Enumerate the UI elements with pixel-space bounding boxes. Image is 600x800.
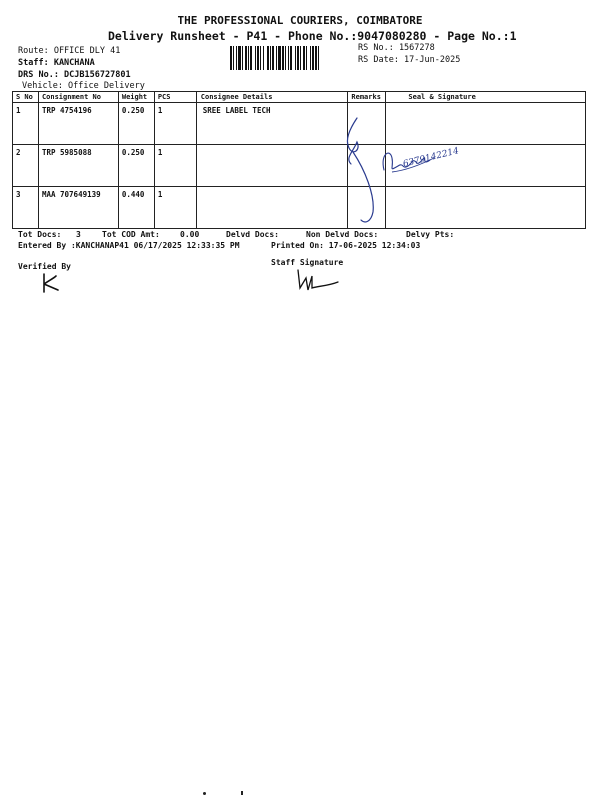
- barcode-bar: [300, 46, 301, 70]
- delvd-docs-label: Delvd Docs:: [226, 230, 279, 239]
- cell-seal: [386, 187, 586, 229]
- cell-pcs: 1: [154, 103, 196, 145]
- barcode-bar: [248, 46, 249, 70]
- cell-sno: 1: [13, 103, 39, 145]
- barcode-bar: [270, 46, 271, 70]
- barcode-bar: [303, 46, 305, 70]
- cell-pcs: 1: [154, 145, 196, 187]
- barcode-image: [230, 46, 352, 70]
- vehicle-line: Vehicle: Office Delivery: [22, 81, 145, 91]
- table-row: [13, 145, 586, 187]
- rs-number: RS No.: 1567278: [358, 43, 435, 53]
- barcode-bar: [310, 46, 311, 70]
- col-header-remarks: Remarks: [348, 92, 386, 103]
- barcode-bar: [263, 46, 264, 70]
- barcode-bar: [315, 46, 317, 70]
- staff-signature-mark: [292, 268, 342, 294]
- barcode-bar: [242, 46, 243, 70]
- cell-consignee: SREE LABEL TECH: [196, 103, 348, 145]
- barcode-bar: [250, 46, 252, 70]
- tot-docs-value: 3: [76, 230, 81, 239]
- rs-date: RS Date: 17-Jun-2025: [358, 55, 461, 65]
- table-row: [13, 187, 586, 229]
- route-line: Route: OFFICE DLY 41: [18, 46, 121, 56]
- barcode-bar: [297, 46, 299, 70]
- verified-by-label: Verified By: [18, 262, 71, 271]
- scan-speck: [203, 792, 206, 795]
- cell-sno: 3: [13, 187, 39, 229]
- barcode-bar: [236, 46, 237, 70]
- cell-consignee: [196, 145, 348, 187]
- cell-remarks: [348, 145, 386, 187]
- staff-line: Staff: KANCHANA: [18, 58, 95, 68]
- barcode-bar: [245, 46, 247, 70]
- barcode-bar: [260, 46, 261, 70]
- drs-line: DRS No.: DCJB156727801: [18, 70, 131, 80]
- cell-consignee: [196, 187, 348, 229]
- cell-consignment: TRP 4754196: [38, 103, 118, 145]
- document-title: THE PROFESSIONAL COURIERS, COIMBATORE: [177, 14, 423, 27]
- cell-seal: [386, 103, 586, 145]
- non-delvd-docs-label: Non Delvd Docs:: [306, 230, 379, 239]
- table-header-row: [13, 92, 586, 103]
- cell-weight: 0.440: [118, 187, 154, 229]
- verifier-signature: [36, 272, 66, 296]
- col-header-consignee: Consignee Details: [196, 92, 348, 103]
- cell-remarks: [348, 103, 386, 145]
- cell-consignment: MAA 707649139: [38, 187, 118, 229]
- tot-cod-value: 0.00: [180, 230, 200, 239]
- table-row: [13, 103, 586, 145]
- col-header-sno: S No: [13, 92, 39, 103]
- runsheet-subtitle: Delivery Runsheet - P41 - Phone No.:9047080280 - Page No.:1: [108, 29, 517, 43]
- barcode-bar: [257, 46, 259, 70]
- barcode-bar: [255, 46, 256, 70]
- barcode-bar: [312, 46, 314, 70]
- barcode-bar: [306, 46, 307, 70]
- cell-remarks: [348, 187, 386, 229]
- barcode-bar: [272, 46, 274, 70]
- barcode-bar: [290, 46, 292, 70]
- delvy-pts-label: Delvy Pts:: [406, 230, 455, 239]
- cell-weight: 0.250: [118, 145, 154, 187]
- scan-speck: [241, 791, 243, 795]
- barcode-bar: [318, 46, 319, 70]
- barcode-bar: [282, 46, 284, 70]
- cell-sno: 2: [13, 145, 39, 187]
- barcode-bar: [233, 46, 234, 70]
- tot-docs-label: Tot Docs:: [18, 230, 62, 239]
- barcode-bar: [267, 46, 269, 70]
- barcode-bar: [230, 46, 232, 70]
- cell-pcs: 1: [154, 187, 196, 229]
- cell-weight: 0.250: [118, 103, 154, 145]
- cell-consignment: TRP 5985088: [38, 145, 118, 187]
- tot-cod-label: Tot COD Amt:: [102, 230, 160, 239]
- staff-signature-label: Staff Signature: [271, 258, 344, 267]
- printed-on: Printed On: 17-06-2025 12:34:03: [271, 241, 421, 250]
- col-header-weight: Weight: [118, 92, 154, 103]
- barcode-bar: [288, 46, 289, 70]
- runsheet-table-container: [12, 91, 586, 227]
- col-header-pcs: PCS: [154, 92, 196, 103]
- handwritten-phone-note: 6379142214: [402, 146, 460, 170]
- barcode-bar: [238, 46, 241, 70]
- barcode-bar: [276, 46, 277, 70]
- col-header-seal: Seal & Signature: [386, 92, 586, 103]
- runsheet-table: [12, 91, 586, 229]
- entered-by: Entered By :KANCHANAP41 06/17/2025 12:33:35 PM: [18, 241, 240, 250]
- barcode-bar: [295, 46, 296, 70]
- col-header-consignment: Consignment No: [38, 92, 118, 103]
- barcode-bar: [278, 46, 281, 70]
- barcode-bar: [285, 46, 286, 70]
